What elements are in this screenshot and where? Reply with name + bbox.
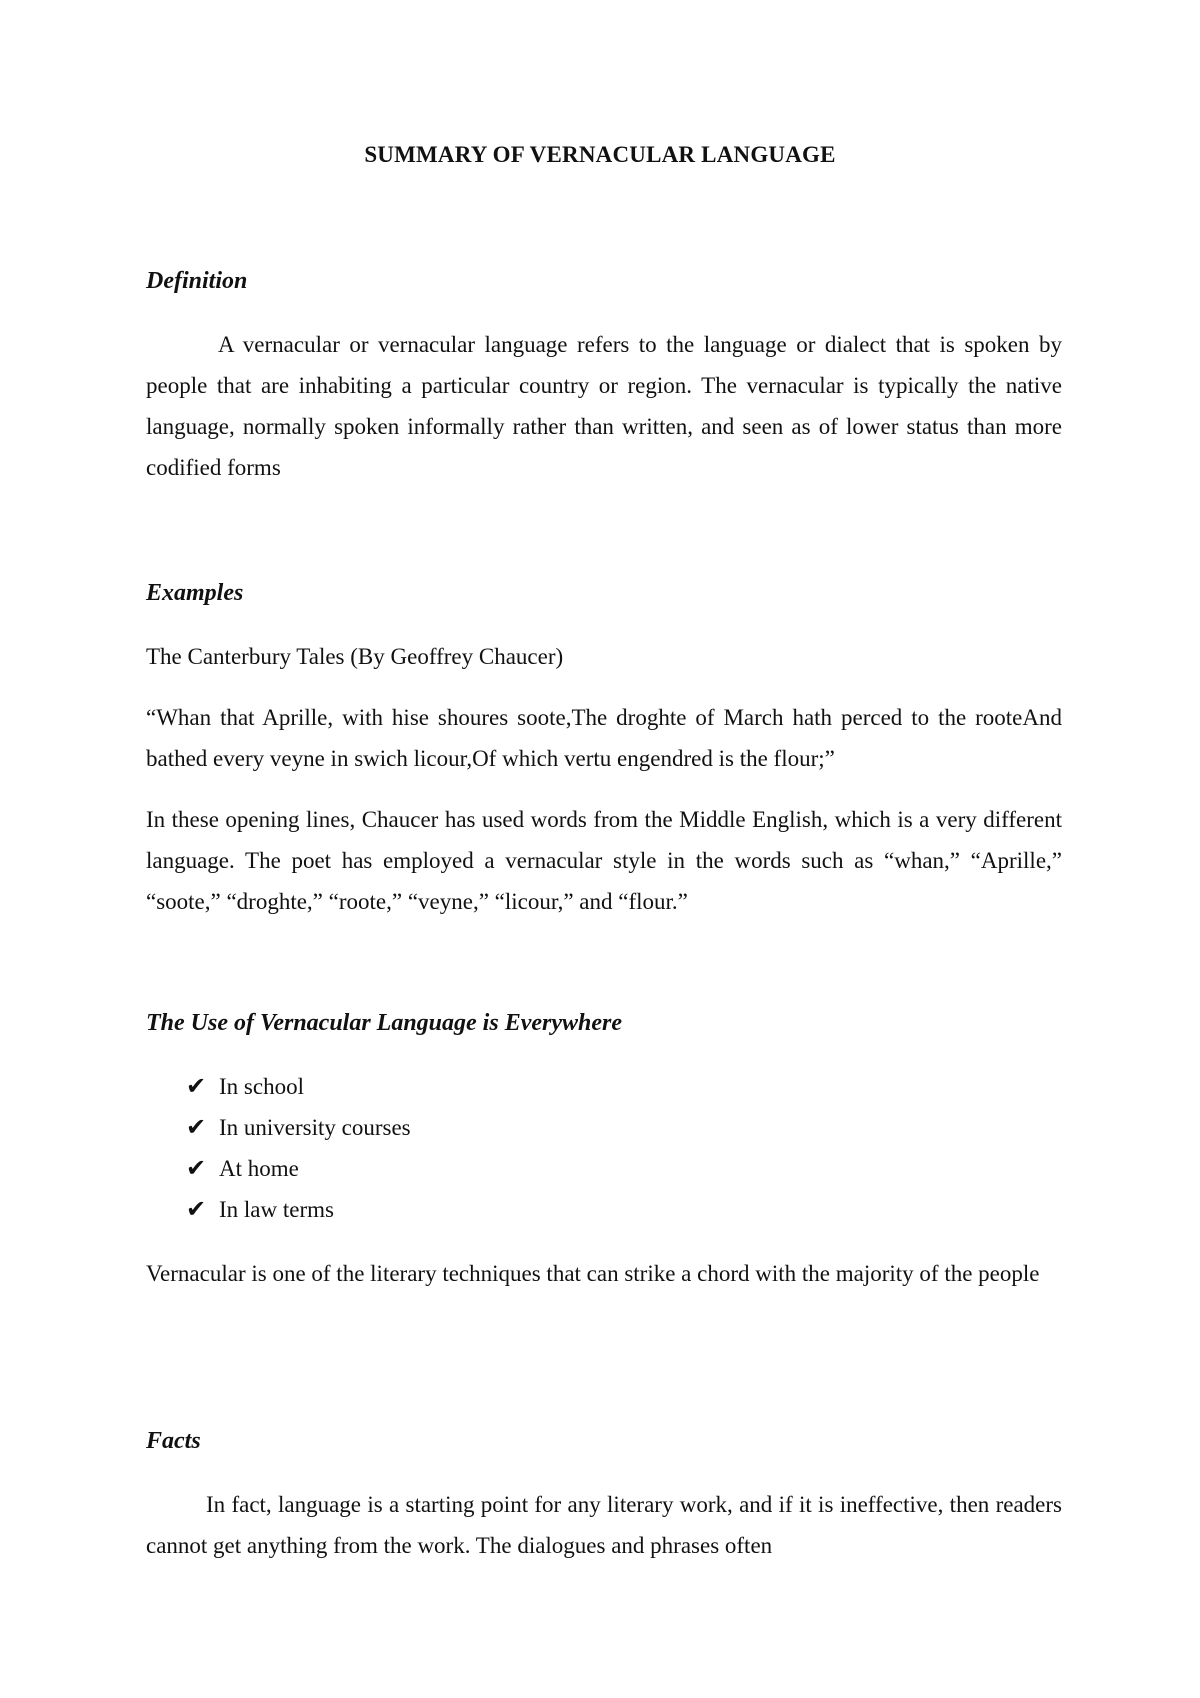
facts-paragraph: In fact, language is a starting point for any literary work, and if it is ineffective, then readers cannot get anything from the work. The dialogues and phrases often [146, 1492, 1062, 1558]
checkmark-icon: ✔ [186, 1072, 207, 1100]
checkmark-icon: ✔ [186, 1113, 207, 1141]
facts-heading: Facts [146, 1428, 201, 1454]
usage-conclusion: Vernacular is one of the literary techniques that can strike a chord with the majority of the people [146, 1261, 1040, 1286]
checkmark-icon: ✔ [186, 1195, 207, 1223]
list-item [186, 1148, 411, 1189]
list-item [186, 1107, 411, 1148]
definition-heading: Definition [146, 268, 248, 294]
usage-heading: The Use of Vernacular Language is Everywhere [146, 1010, 622, 1036]
checkmark-icon: ✔ [186, 1154, 207, 1182]
list-item [186, 1066, 411, 1107]
examples-quote: “Whan that Aprille, with hise shoures soote,The droghte of March hath perced to the rooteAnd bathed every veyne in swich licour,Of which vertu engendred is the flour;” [146, 705, 1062, 771]
definition-paragraph: A vernacular or vernacular language refers to the language or dialect that is spoken by people that are inhabiting a particular country or region. The vernacular is typically the native language, normally spoken informally rather than written, and seen as of lower status than more codified forms [146, 332, 1062, 480]
examples-source: The Canterbury Tales (By Geoffrey Chaucer) [146, 644, 564, 669]
usage-checklist [186, 1066, 411, 1230]
examples-analysis: In these opening lines, Chaucer has used words from the Middle English, which is a very different language. The poet has employed a vernacular style in the words such as “whan,” “Aprille,” “soote,” “droghte,” “roote,” “veyne,” “licour,” and “flour.” [146, 807, 1062, 914]
document-title: SUMMARY OF VERNACULAR LANGUAGE [364, 142, 836, 167]
list-item [186, 1189, 411, 1230]
list-item-label: At home [219, 1156, 299, 1181]
list-item-label: In school [219, 1074, 304, 1099]
examples-heading: Examples [146, 580, 244, 606]
list-item-label: In law terms [219, 1197, 334, 1222]
list-item-label: In university courses [219, 1115, 411, 1140]
